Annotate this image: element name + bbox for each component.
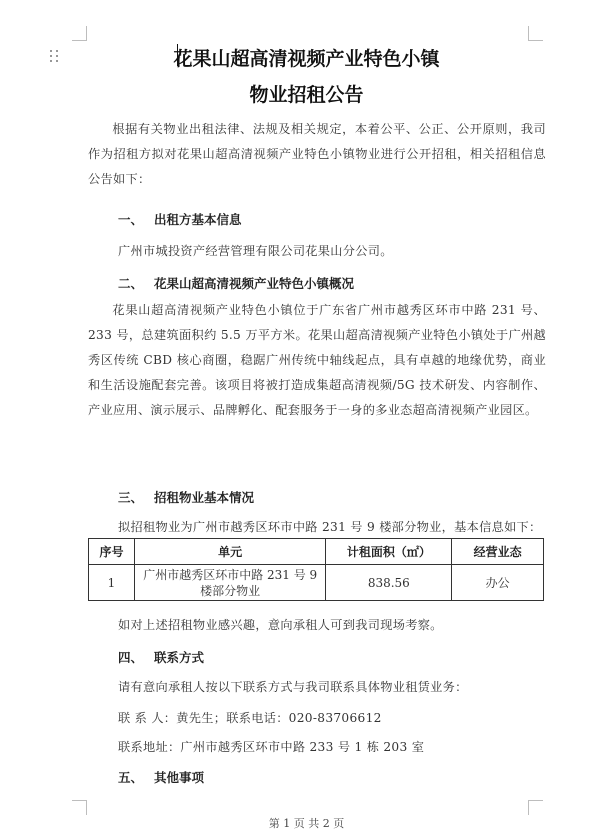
document-subtitle: 物业招租公告 bbox=[249, 84, 364, 106]
page-number-footer: 第 1 页 共 2 页 bbox=[268, 817, 345, 830]
section-heading-1 bbox=[118, 210, 242, 228]
crop-mark-top-left bbox=[72, 26, 87, 41]
section-heading-2 bbox=[118, 274, 354, 292]
site-visit-text: 如对上述招租物业感兴趣，意向承租人可到我司现场考察。 bbox=[118, 618, 443, 632]
table-row bbox=[89, 565, 544, 601]
cell-use: 办公 bbox=[452, 565, 544, 601]
section-heading-5 bbox=[118, 768, 204, 786]
crop-mark-top-right bbox=[528, 26, 543, 41]
section-number: 三、 bbox=[118, 490, 144, 505]
property-table bbox=[88, 538, 544, 601]
section-number: 二、 bbox=[118, 276, 144, 291]
property-intro-text: 拟招租物业为广州市越秀区环市中路 231 号 9 楼部分物业，基本信息如下： bbox=[118, 520, 542, 534]
section-heading-3 bbox=[118, 488, 254, 506]
table-header-row bbox=[89, 539, 544, 565]
contact-address-text: 联系地址：广州市越秀区环市中路 233 号 1 栋 203 室 bbox=[118, 740, 425, 754]
section-number: 五、 bbox=[118, 770, 144, 785]
contact-person-text: 联 系 人：黄先生；联系电话：020-83706612 bbox=[118, 711, 382, 725]
header-cell-area: 计租面积（㎡） bbox=[326, 539, 452, 565]
section-number: 一、 bbox=[118, 212, 144, 227]
header-cell-use: 经营业态 bbox=[452, 539, 544, 565]
cell-area: 838.56 bbox=[326, 565, 452, 601]
section-heading-4 bbox=[118, 648, 204, 666]
document-title: 花果山超高清视频产业特色小镇 bbox=[173, 48, 440, 70]
cell-index: 1 bbox=[89, 565, 135, 601]
section-title: 其他事项 bbox=[154, 770, 205, 785]
crop-mark-bottom-right bbox=[528, 800, 543, 815]
lessor-text: 广州市城投资产经营管理有限公司花果山分公司。 bbox=[118, 244, 393, 258]
crop-mark-bottom-left bbox=[72, 800, 87, 815]
contact-intro-text: 请有意向承租人按以下联系方式与我司联系具体物业租赁业务： bbox=[118, 680, 468, 694]
overview-paragraph: 花果山超高清视频产业特色小镇位于广东省广州市越秀区环市中路 231 号、233 号，总建筑面积约 5.5 万平方米。花果山超高清视频产业特色小镇处于广州越秀区传统 CBD 核心商圈，稳踞广州传统中轴线起点，具有卓越的地缘优势，商业和生活设施配套完善。该项目将被打造成集超高清视频/5G 技术研发、内容制作、产业应用、演示展示、品牌孵化、配套服务于一身的多业态超高清视频产业园区。 bbox=[88, 303, 546, 417]
section-title: 联系方式 bbox=[154, 650, 205, 665]
section-title: 招租物业基本情况 bbox=[154, 490, 255, 505]
header-cell-index: 序号 bbox=[89, 539, 135, 565]
section-title: 出租方基本信息 bbox=[154, 212, 242, 227]
intro-paragraph: 根据有关物业出租法律、法规及相关规定，本着公平、公正、公开原则，我司作为招租方拟对花果山超高清视频产业特色小镇物业进行公开招租，相关招租信息公告如下： bbox=[88, 122, 546, 186]
header-cell-unit: 单元 bbox=[134, 539, 326, 565]
section-title: 花果山超高清视频产业特色小镇概况 bbox=[154, 276, 355, 291]
section-number: 四、 bbox=[118, 650, 144, 665]
cell-unit: 广州市越秀区环市中路 231 号 9 楼部分物业 bbox=[134, 565, 326, 601]
